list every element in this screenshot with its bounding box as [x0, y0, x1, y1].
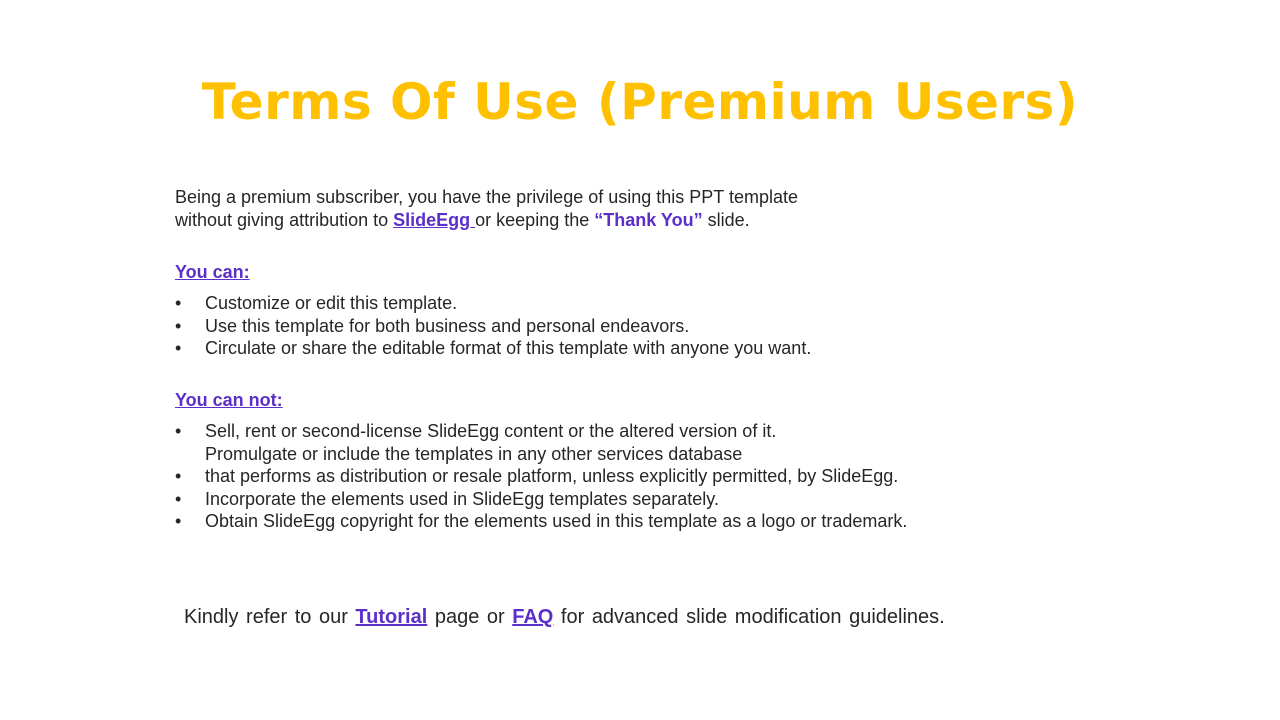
intro-line-1: Being a premium subscriber, you have the privilege of using this PPT template	[175, 187, 798, 207]
list-item-text: Promulgate or include the templates in any other services database	[205, 443, 743, 464]
tutorial-link[interactable]: Tutorial	[355, 606, 428, 628]
footer-note	[184, 604, 945, 630]
list-item-text: Use this template for both business and personal endeavors.	[205, 315, 690, 336]
list-item	[175, 510, 1075, 533]
bullet-icon: •	[175, 338, 182, 358]
list-item	[175, 315, 1075, 338]
intro-line-2-after: slide.	[702, 210, 750, 230]
list-item-text: Obtain SlideEgg copyright for the elements used in this template as a logo or trademark.	[205, 511, 908, 531]
footer-text-before: Kindly refer to our	[184, 606, 356, 628]
you-can-list	[175, 292, 1075, 360]
list-item	[175, 420, 1075, 443]
intro-paragraph	[175, 186, 875, 232]
list-item-text: Customize or edit this template.	[205, 293, 458, 313]
intro-line-2-middle: or keeping the	[475, 210, 595, 230]
faq-link[interactable]: FAQ	[512, 606, 554, 628]
list-item	[175, 488, 1075, 511]
bullet-icon: •	[175, 488, 182, 509]
thank-you-quote: “Thank You”	[594, 210, 703, 230]
page-title: Terms Of Use (Premium Users)	[201, 73, 1079, 131]
slideegg-link[interactable]: SlideEgg	[393, 210, 476, 230]
list-item	[175, 443, 1075, 466]
intro-line-2-before: without giving attribution to	[175, 210, 394, 230]
you-can-heading: You can:	[175, 262, 250, 282]
bullet-icon: •	[175, 315, 182, 336]
list-item-text: Incorporate the elements used in SlideEgg templates separately.	[205, 488, 719, 509]
list-item	[175, 337, 1075, 360]
bullet-icon: •	[175, 511, 182, 531]
bullet-icon: •	[175, 466, 182, 486]
list-item	[175, 465, 1075, 488]
bullet-icon: •	[175, 421, 182, 441]
you-can-not-heading: You can not:	[175, 390, 283, 410]
list-item-text: that performs as distribution or resale platform, unless explicitly permitted, by SlideEgg.	[205, 466, 899, 486]
list-item	[175, 292, 1075, 315]
bullet-icon: •	[175, 293, 182, 313]
list-item-text: Sell, rent or second-license SlideEgg content or the altered version of it.	[205, 421, 777, 441]
footer-text-middle: page or	[427, 606, 513, 628]
footer-text-after: for advanced slide modification guidelines.	[553, 606, 945, 628]
you-can-not-list	[175, 420, 1075, 533]
list-item-text: Circulate or share the editable format of this template with anyone you want.	[205, 338, 812, 358]
